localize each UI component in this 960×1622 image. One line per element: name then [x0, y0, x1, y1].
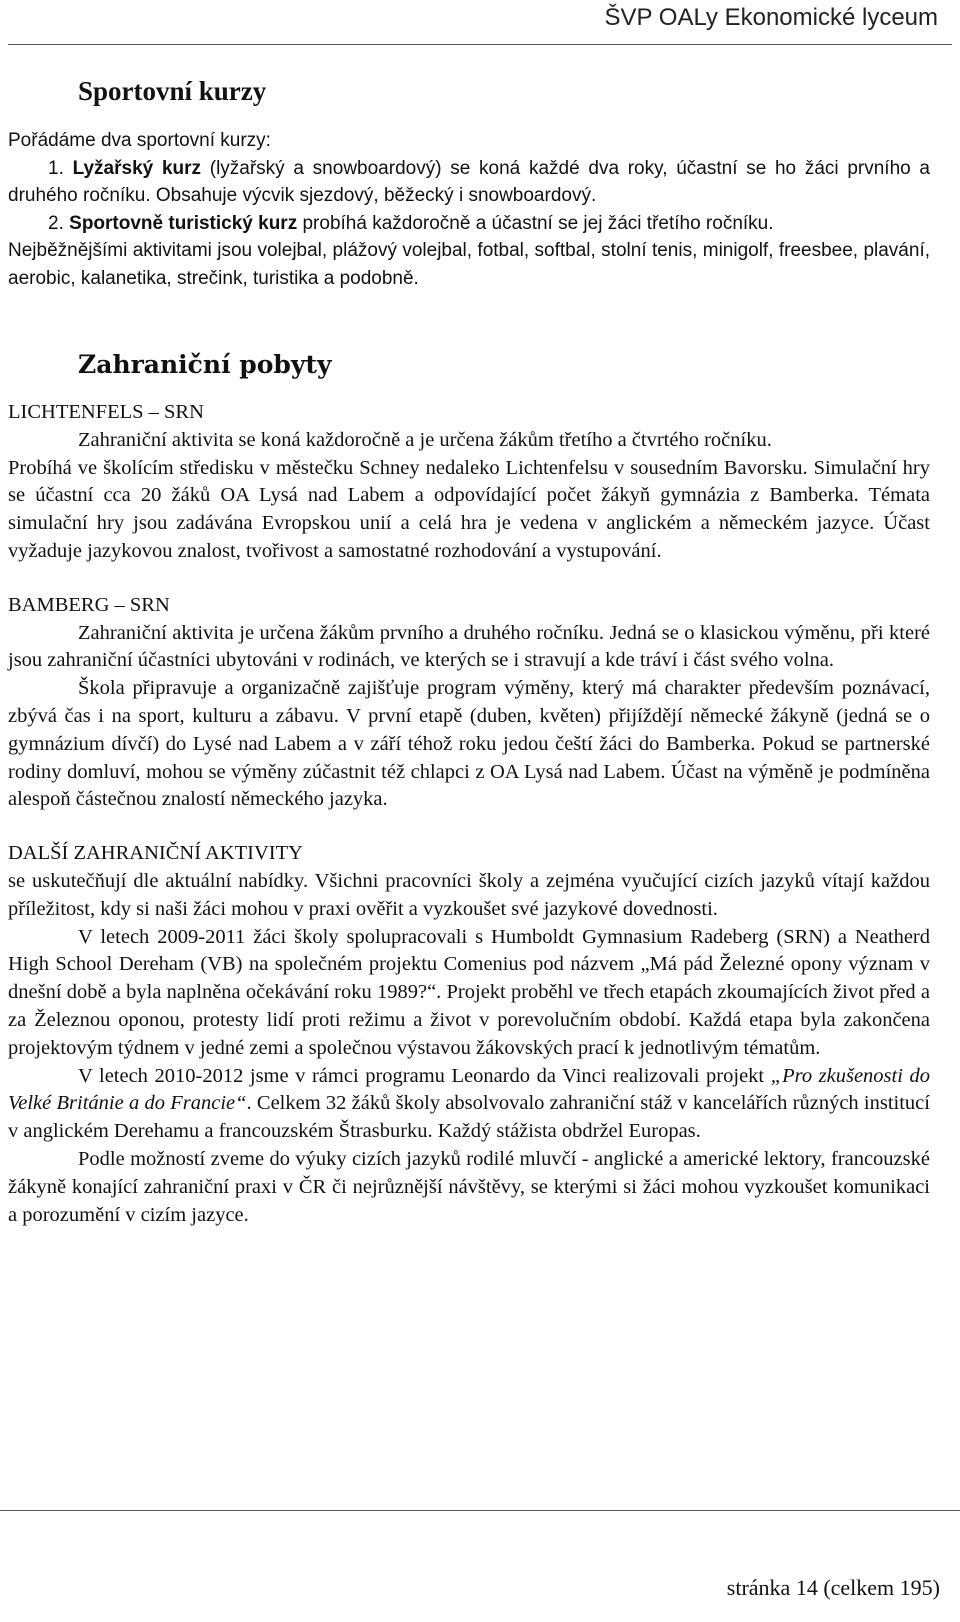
sport-heading: Sportovní kurzy	[78, 76, 267, 106]
bamberg-intro: Zahraniční aktivita je určena žákům prvního a druhého ročníku.	[78, 621, 605, 644]
sport-intro: Pořádáme dva sportovní kurzy:	[8, 130, 271, 151]
project-title: „Pro zkušenosti do Velké Británie a do Francie“	[8, 1064, 930, 1115]
abroad-section	[8, 399, 930, 1229]
other-paragraph-1: se uskutečňují dle aktuální nabídky. Všichni pracovníci školy a zejména vyučující cizích jazyků vítají každou příležitost, kdy si naši žáci mohou v praxi ověřit a vyzkoušet své jazykové dovednosti.	[8, 869, 930, 920]
lichtenfels-text: Probíhá ve školícím středisku v městečku Schney nedaleko Lichtenfelsu v sousedním Bavorsku. Simulační hry se účastní cca 20 žáků OA Lysá nad Labem a odpovídající počet žákyň gymnázia z Bamberka. Témata simulační hry jsou zadávána Evropskou unií a celá hra je vedena v anglickém a německém jazyce. Účast vyžaduje jazykovou znalost, tvořivost a samostatné rozhodování a vystupování.	[8, 456, 930, 562]
footer-divider	[0, 1510, 960, 1511]
bamberg-text	[8, 620, 930, 676]
header-divider	[8, 44, 952, 45]
sport-item-2	[8, 210, 930, 238]
sport-item-1	[8, 155, 930, 210]
other-p3-text-a: V letech 2010-2012 jsme v rámci programu Leonardo da Vinci realizovali projekt	[78, 1064, 771, 1087]
other-activities-heading: DALŠÍ ZAHRANIČNÍ AKTIVITY	[8, 842, 303, 865]
other-paragraph-2: V letech 2009-2011 žáci školy spolupracovali s Humboldt Gymnasium Radeberg (SRN) a Neatherd High School Dereham (VB) na společném projektu Comenius pod názvem „Má pád Železné opony význam v dnešní době a byla naplněna očekávání roku 1989?“. Projekt proběhl ve třech etapách zkoumajících život před a za Železnou oponou, protesty lidí proti režimu a život v porevolučním období. Každá etapa byla zakončena projektovým týdnem v jedné zemi a společnou výstavou žákovských prací k jednotlivým tématům.	[8, 925, 930, 1059]
abroad-heading: Zahraniční pobyty	[78, 350, 332, 379]
item-number: 2.	[48, 212, 64, 234]
bamberg-paragraph-2: Škola připravuje a organizačně zajišťuje program výměny, který má charakter především poznávací, zbývá čas i na sport, kulturu a zábavu. V první etapě (duben, květen) přijíždějí německé žákyně (jedná se o gymnázium dívčí) do Lysé nad Labem a v září téhož roku jedou čeští žáci do Bamberka. Pokud se partnerské rodiny domluví, mohou se výměny zúčastnit též chlapci z OA Lysá nad Labem. Účast na výměně je podmíněna alespoň částečnou znalostí německého jazyka.	[8, 677, 930, 811]
bamberg-heading: BAMBERG – SRN	[8, 593, 170, 616]
page-content	[8, 66, 930, 1229]
document-header: ŠVP OALy Ekonomické lyceum	[604, 4, 938, 31]
other-paragraph-4: Podle možností zveme do výuky cizích jazyků rodilé mluvčí - anglické a americké lektory, francouzské žákyně konající zahraniční praxi v ČR či nejrůznější návštěvy, se kterými si žáci mohou vyzkoušet komunikaci a porozumění v cizím jazyce.	[8, 1147, 930, 1226]
bamberg-text-rest: Jedná se o klasickou výměnu, při které jsou zahraniční účastníci ubytováni v rodinách, ve kterých se i stravují a kde tráví i část svého volna.	[8, 621, 930, 672]
item-text: (lyžařský a snowboardový) se koná každé dva roky, účastní se ho žáci prvního a druhého ročníku. Obsahuje výcvik sjezdový, běžecký i snowboardový.	[8, 157, 931, 206]
sport-activities: Nejběžnějšími aktivitami jsou volejbal, plážový volejbal, fotbal, softbal, stolní tenis, minigolf, freesbee, plavání, aerobic, kalanetika, strečink, turistika a podobně.	[8, 240, 930, 289]
item-text: probíhá každoročně a účastní se jej žáci třetího ročníku.	[297, 212, 774, 234]
lichtenfels-intro: Zahraniční aktivita se koná každoročně a je určena žákům třetího a čtvrtého ročníku.	[78, 428, 772, 451]
sport-section	[8, 127, 930, 292]
item-title: Sportovně turistický kurz	[69, 212, 298, 234]
item-title: Lyžařský kurz	[72, 157, 202, 179]
page-number: stránka 14 (celkem 195)	[726, 1575, 940, 1600]
lichtenfels-heading: LICHTENFELS – SRN	[8, 401, 204, 423]
item-number: 1.	[48, 157, 64, 179]
other-p3-text-b: . Celkem 32 žáků školy absolvovalo zahraniční stáž v kancelářích různých institucí v anglickém Derehamu a francouzském Štrasburku. Každý stážista obdržel Europas.	[8, 1092, 930, 1143]
other-paragraph-3	[8, 1063, 930, 1146]
